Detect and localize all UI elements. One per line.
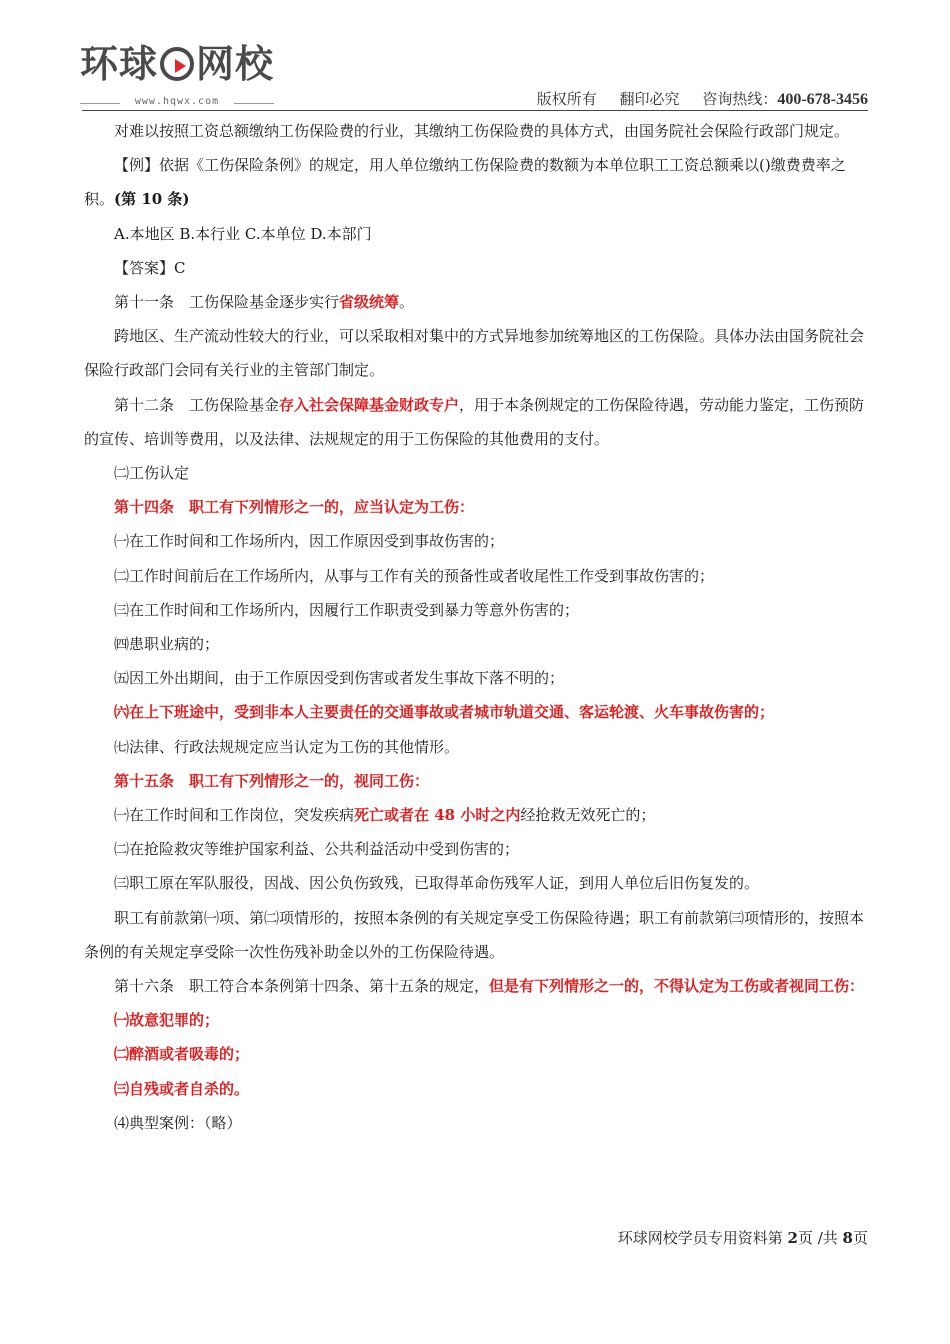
list-item-highlight: ㈠故意犯罪的； xyxy=(114,1011,220,1030)
paragraph: 对难以按照工资总额缴纳工伤保险费的行业，其缴纳工伤保险费的具体方式，由国务院社会保险行政部门规定。 xyxy=(114,122,850,140)
article-15-heading: 第十五条 职工有下列情形之一的，视同工伤： xyxy=(114,771,430,790)
highlight-text: 省级统筹 xyxy=(339,293,400,312)
list-item-highlight: ㈥在上下班途中，受到非本人主要责任的交通事故或者城市轨道交通、客运轮渡、火车事故伤害的； xyxy=(114,703,775,722)
article-12-rest: ，用于本条例规定的工伤保险待遇，劳动能力鉴定，工伤预防的宣传、培训等费用，以及法律、法规规定的用于工伤保险的其他费用的支付。 xyxy=(84,395,865,448)
article-11-text: 第十一条 工伤保险基金逐步实行 xyxy=(114,293,340,312)
article-14-heading: 第十四条 职工有下列情形之一的，应当认定为工伤： xyxy=(114,498,475,517)
footer-middle: 页 /共 xyxy=(797,1229,843,1247)
list-item: ㈠在工作时间和工作场所内，因工作原因受到事故伤害的； xyxy=(114,532,505,551)
page-header xyxy=(0,0,950,112)
footer-prefix: 环球网校学员专用资料第 xyxy=(617,1229,788,1247)
highlight-text: 但是有下列情形之一的，不得认定为工伤或者视同工伤： xyxy=(489,977,865,996)
list-item: ㈡在抢险救灾等维护国家利益、公共利益活动中受到伤害的； xyxy=(114,840,520,859)
document-body xyxy=(84,114,870,1140)
article-16-text: 第十六条 职工符合本条例第十四条、第十五条的规定， xyxy=(114,977,490,996)
logo-url: www.hqwx.com xyxy=(82,96,272,107)
list-item: ㈡工作时间前后在工作场所内，从事与工作有关的预备性或者收尾性工作受到事故伤害的； xyxy=(114,566,715,585)
article-16 xyxy=(84,969,870,1003)
paragraph: 职工有前款第㈠项、第㈡项情形的，按照本条例的有关规定享受工伤保险待遇；职工有前款第㈢项情形的，按照本条例的有关规定享受除一次性伤残补助金以外的工伤保险待遇。 xyxy=(84,908,865,961)
logo-text-right: 网校 xyxy=(196,42,275,86)
paragraph: 跨地区、生产流动性较大的行业，可以采取相对集中的方式异地参加统筹地区的工伤保险。具体办法由国务院社会保险行政部门会同有关行业的主管部门制定。 xyxy=(84,327,865,380)
total-pages: 8 xyxy=(842,1229,853,1247)
highlight-text: 存入社会保障基金财政专户 xyxy=(279,395,460,414)
example-text: 【例】依据《工伤保险条例》的规定，用人单位缴纳工伤保险费的数额为本单位职工工资总额乘以()缴费费率之积。 xyxy=(84,156,846,209)
list-item: ㈢职工原在军队服役，因战、因公负伤致残，已取得革命伤残军人证，到用人单位后旧伤复发的。 xyxy=(114,874,760,893)
hotline xyxy=(702,90,868,108)
example-question xyxy=(84,148,870,216)
header-divider xyxy=(82,110,868,111)
hotline-label: 咨询热线： xyxy=(702,90,778,108)
article-12-text: 第十二条 工伤保险基金 xyxy=(114,395,280,414)
logo-text-left: 环球 xyxy=(80,42,159,86)
list-item: ㈤因工外出期间，由于工作原因受到伤害或者发生事故下落不明的； xyxy=(114,669,565,688)
copyright-text: 版权所有 xyxy=(536,90,597,108)
hotline-number: 400-678-3456 xyxy=(777,91,868,108)
article-11-end: 。 xyxy=(399,293,415,312)
no-copy-text: 翻印必究 xyxy=(619,90,680,108)
section-heading: ㈡工伤认定 xyxy=(114,464,190,483)
list-item-text: ㈠在工作时间和工作岗位，突发疾病 xyxy=(114,806,355,825)
answer: 【答案】C xyxy=(114,258,186,277)
answer-options: A.本地区 B.本行业 C.本单位 D.本部门 xyxy=(114,224,372,243)
article-12 xyxy=(84,388,870,456)
list-item: ㈦法律、行政法规规定应当认定为工伤的其他情形。 xyxy=(114,737,460,756)
page-footer xyxy=(618,1227,868,1248)
list-item-end: 经抢救无效死亡的； xyxy=(520,806,656,825)
list-item-highlight: ㈢自残或者自杀的。 xyxy=(114,1079,250,1098)
article-11 xyxy=(84,285,870,319)
article-ref: (第 10 条) xyxy=(114,190,190,209)
footer-suffix: 页 xyxy=(852,1229,868,1247)
logo xyxy=(80,40,274,90)
list-item-highlight: ㈡醉酒或者吸毒的； xyxy=(114,1045,250,1064)
list-item: ㈢在工作时间和工作场所内，因履行工作职责受到暴力等意外伤害的； xyxy=(114,600,580,619)
list-item: ㈣患职业病的； xyxy=(114,635,220,654)
page-number: 2 xyxy=(787,1229,798,1247)
list-item xyxy=(84,798,870,832)
section-heading: ⑷典型案例：（略） xyxy=(114,1113,242,1132)
highlight-text: 死亡或者在 48 小时之内 xyxy=(354,806,521,825)
header-notice xyxy=(519,88,868,109)
play-icon xyxy=(160,47,194,81)
